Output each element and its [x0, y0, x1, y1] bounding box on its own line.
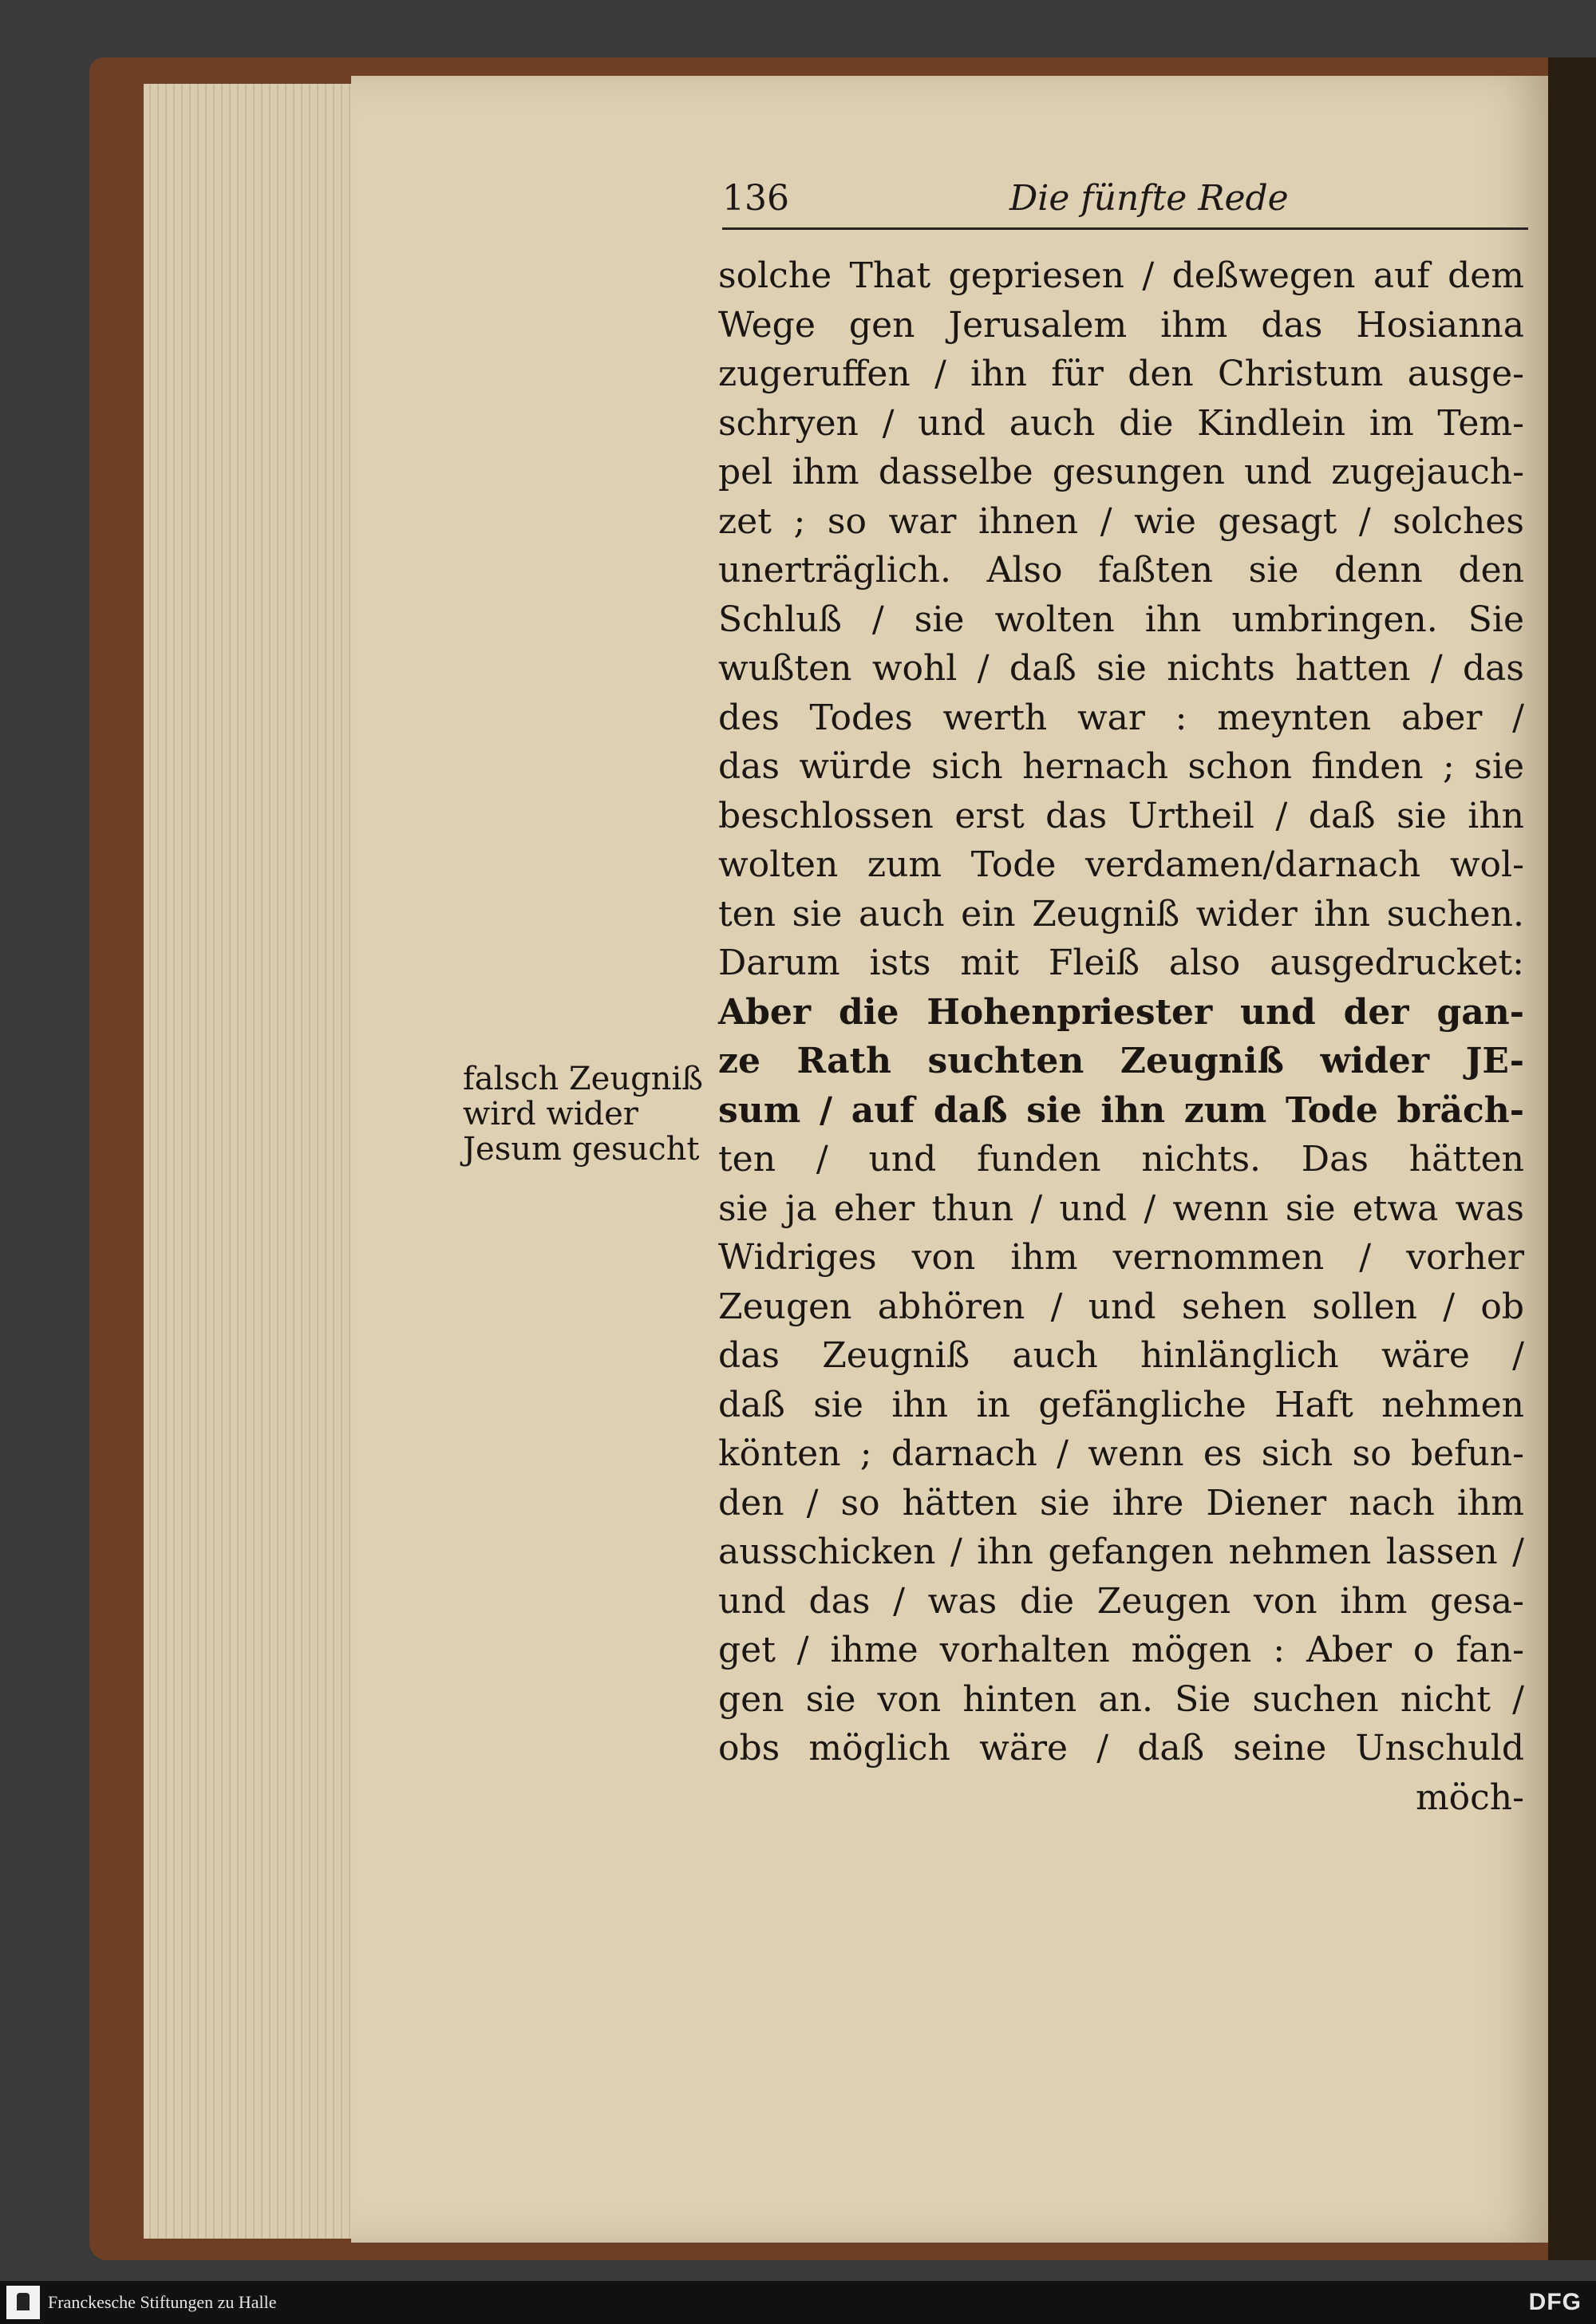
- text-line: des Todes werth war : meynten aber /: [718, 697, 1524, 738]
- text-line: das Zeugniß auch hinlänglich wäre /: [718, 1335, 1524, 1376]
- text-line: sie ja eher thun / und / wenn sie etwa was: [718, 1188, 1524, 1229]
- text-line: könten ; darnach / wenn es sich so befun-: [718, 1433, 1524, 1474]
- text-line: Zeugen abhören / und sehen sollen / ob: [718, 1286, 1524, 1327]
- text-line: den / so hätten sie ihre Diener nach ihm: [718, 1482, 1524, 1524]
- running-title: Die fünfte Rede: [1009, 178, 1289, 219]
- text-line-emphasis: Aber die Hohenpriester und der gan-: [718, 991, 1524, 1033]
- text-line: und das / was die Zeugen von ihm gesa-: [718, 1580, 1524, 1622]
- text-line: Widriges von ihm vernommen / vorher: [718, 1237, 1524, 1278]
- page-header: [722, 172, 1528, 230]
- page-number: 136: [722, 178, 789, 219]
- text-line: pel ihm dasselbe gesungen und zugejauch-: [718, 452, 1524, 492]
- text-line: ten sie auch ein Zeugniß wider ihn suchen.: [718, 893, 1524, 935]
- book-gutter: [1548, 57, 1596, 2260]
- text-line: obs möglich wäre / daß seine Unschuld: [718, 1728, 1524, 1769]
- catchword: möch-: [1415, 1777, 1524, 1818]
- margin-note-line: falsch Zeugniß: [463, 1061, 703, 1097]
- text-line: get / ihme vorhalten mögen : Aber o fan-: [718, 1630, 1524, 1670]
- text-line: Schluß / sie wolten ihn umbringen. Sie: [718, 599, 1524, 640]
- text-line: ausschicken / ihn gefangen nehmen lassen /: [718, 1532, 1524, 1572]
- text-line-emphasis: sum / auf daß sie ihn zum Tode bräch-: [718, 1089, 1524, 1131]
- text-line: wolten zum Tode verdamen/darnach wol-: [718, 844, 1524, 885]
- margin-note-line: Jesum gesucht: [463, 1131, 700, 1168]
- text-line: beschlossen erst das Urtheil / daß sie ihn: [718, 795, 1524, 836]
- text-line: zugeruffen / ihn für den Christum ausge-: [718, 354, 1524, 394]
- viewer-footer: [0, 2281, 1596, 2324]
- text-line: schryen / und auch die Kindlein im Tem-: [718, 402, 1524, 444]
- institution-name: Franckesche Stiftungen zu Halle: [48, 2292, 277, 2312]
- body-text: [718, 251, 1524, 1822]
- text-line: solche That gepriesen / deßwegen auf dem: [718, 255, 1524, 296]
- text-line: unerträglich. Also faßten sie denn den: [718, 550, 1524, 591]
- text-line: ten / und funden nichts. Das hätten: [718, 1139, 1524, 1180]
- page-edges: [144, 84, 359, 2239]
- margin-note-line: wird wider: [463, 1096, 638, 1132]
- text-line: wußten wohl / daß sie nichts hatten / das: [718, 648, 1524, 689]
- text-line: das würde sich hernach schon finden ; sie: [718, 746, 1524, 787]
- dfg-logo: DFG: [1528, 2289, 1582, 2315]
- text-line: Wege gen Jerusalem ihm das Hosianna: [718, 304, 1524, 346]
- margin-note: [463, 1061, 710, 1167]
- text-line: gen sie von hinten an. Sie suchen nicht /: [718, 1678, 1524, 1720]
- text-line: Darum ists mit Fleiß also ausgedrucket:: [718, 943, 1524, 983]
- text-line: daß sie ihn in gefängliche Haft nehmen: [718, 1384, 1524, 1425]
- text-line: zet ; so war ihnen / wie gesagt / solches: [718, 500, 1524, 542]
- text-line-emphasis: ze Rath suchten Zeugniß wider JE-: [718, 1041, 1524, 1081]
- institution-logo-icon: [6, 2286, 40, 2319]
